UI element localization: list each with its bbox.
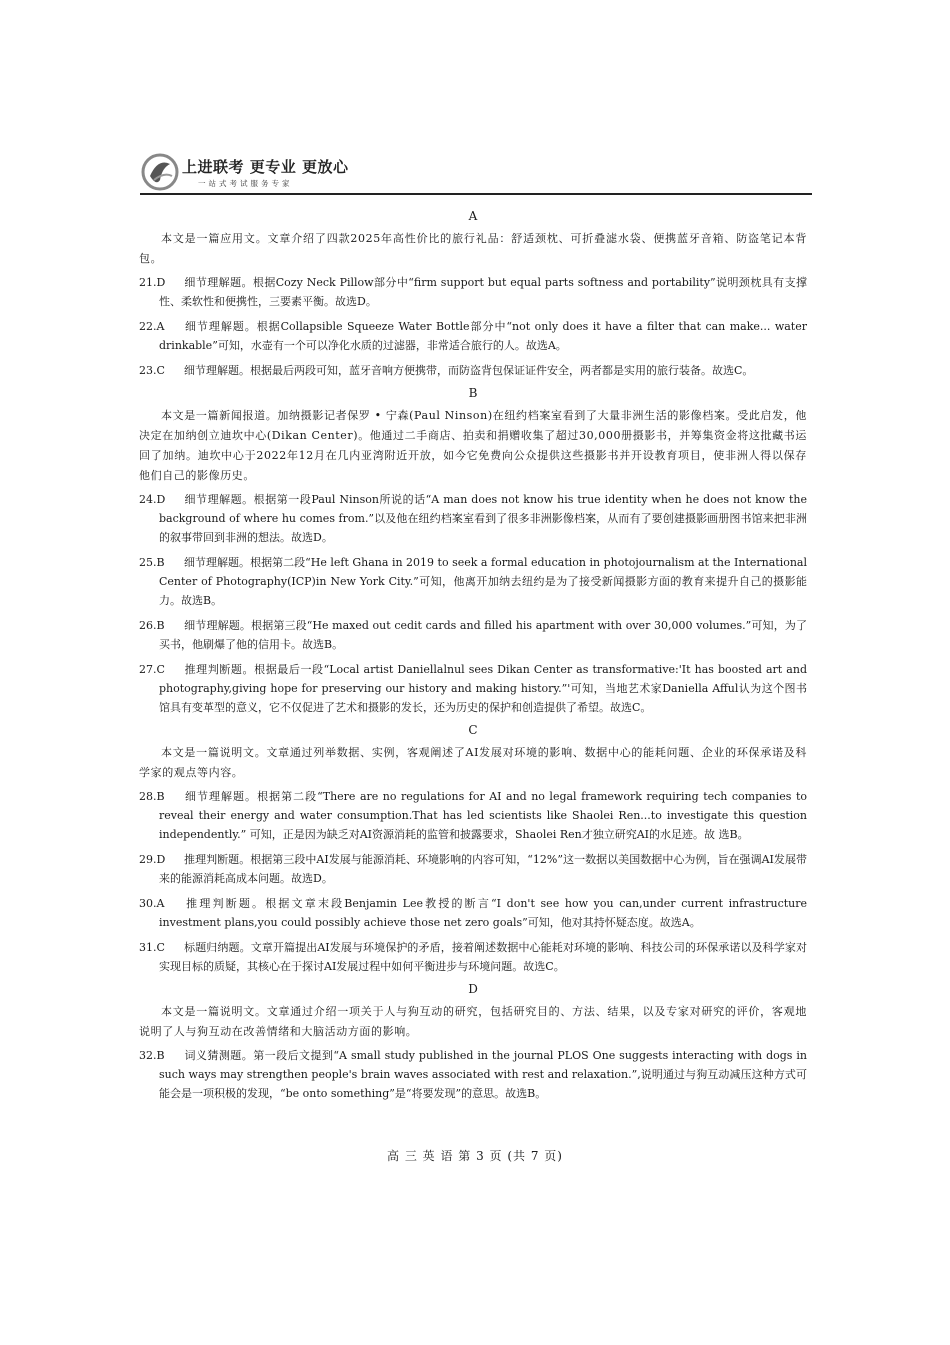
answer-item: [139, 787, 807, 844]
answer-number: 23.C: [139, 364, 165, 377]
logo-subtitle: 一站式考试服务专家: [198, 179, 293, 188]
section-label: C: [468, 723, 478, 737]
answer-item: [139, 660, 807, 717]
answer-text: 细节理解题。根据Cozy Neck Pillow部分中“firm support but equal parts softness and portability”说明颈枕具有支撑性、柔软性和便携性，三要素平衡。故选D。: [159, 276, 807, 308]
section-summary: 本文是一篇应用文。文章介绍了四款2025年高性价比的旅行礼品：舒适颈枕、可折叠滤水袋、便携蓝牙音箱、防盗笔记本背包。: [139, 232, 807, 265]
answer-text: 推理判断题。根据第三段中AI发展与能源消耗、环境影响的内容可知，“12%”这一数据以美国数据中心为例，旨在强调AI发展带来的能源消耗高成本问题。故选D。: [159, 853, 807, 885]
answer-number: 29.D: [139, 853, 166, 866]
section-label: D: [468, 982, 478, 996]
answer-item: [139, 361, 807, 380]
header: [140, 150, 812, 196]
answer-number: 27.C: [139, 663, 165, 676]
answer-text: 词义猜测题。第一段后文提到“A small study published in the journal PLOS One suggests interacting with dogs in such ways may strengthen people's brain waves associated with rest and relaxation.”,说明通过与狗互动减压这种方式可能会是一项积极的发现，“be onto something”是“将要发现”的意思。故选B。: [159, 1049, 807, 1100]
answer-number: 25.B: [139, 556, 165, 569]
answer-number: 31.C: [139, 941, 165, 954]
answer-text: 推理判断题。根据文章末段Benjamin Lee教授的断言“I don't see how you can,under current infrastructure investment plans,you could possibly achieve those net zero goals”可知，他对其持怀疑态度。故选A。: [159, 897, 807, 929]
section-summary: 本文是一篇说明文。文章通过介绍一项关于人与狗互动的研究，包括研究目的、方法、结果，以及专家对研究的评价，客观地说明了人与狗互动在改善情绪和大脑活动方面的影响。: [139, 1005, 807, 1038]
answer-content: [139, 207, 807, 1109]
answer-item: [139, 553, 807, 610]
answer-number: 32.B: [139, 1049, 165, 1062]
header-rule: [140, 193, 812, 195]
answer-text: 细节理解题。根据最后两段可知，蓝牙音响方便携带，而防盗背包保证证件安全，两者都是实用的旅行装备。故选C。: [184, 364, 754, 377]
answer-item: [139, 273, 807, 311]
answer-item: [139, 850, 807, 888]
answer-item: [139, 616, 807, 654]
answer-text: 标题归纳题。文章开篇提出AI发展与环境保护的矛盾，接着阐述数据中心能耗对环境的影响、科技公司的环保承诺以及科学家对实现目标的质疑，其核心在于探讨AI发展过程中如何平衡进步与环境问题。故选C。: [159, 941, 807, 973]
answer-item: [139, 938, 807, 976]
answer-text: 推理判断题。根据最后一段“Local artist Daniellalnul sees Dikan Center as transformative:'It has boosted art and photography,giving hope for preserving our history and making history.”'可知，当地艺术家Daniella Afful认为这个图书馆具有变革型的意义，它不仅促进了艺术和摄影的发长，还为历史的保护和创造提供了希望。故选C。: [159, 663, 807, 714]
answer-text: 细节理解题。根据Collapsible Squeeze Water Bottle部分中“not only does it have a filter that can make... water drinkable”可知，水壶有一个可以净化水质的过滤器，非常适合旅行的人。故选A。: [159, 320, 807, 352]
answer-text: 细节理解题。根据第二段“He left Ghana in 2019 to seek a formal education in photojournalism at the International Center of Photography(ICP)in New York City.”可知，他离开加纳去纽约是为了接受新闻摄影方面的教育来提升自己的摄影能力。故选B。: [159, 556, 807, 607]
answer-text: 细节理解题。根据第三段“He maxed out cedit cards and filled his apartment with over 30,000 volumes.”可知，为了买书，他刷爆了他的信用卡。故选B。: [159, 619, 807, 651]
answer-text: 细节理解题。根据第二段“There are no regulations for AI and no legal framework requiring tech companies to reveal their energy and water consumption.That has led scientists like Shaolei Ren...to investigate this question independently.” 可知，正是因为缺乏对AI资源消耗的监管和披露要求，Shaolei Ren才独立研究AI的水足迹。故 选B。: [159, 790, 807, 841]
answer-text: 细节理解题。根据第一段Paul Ninson所说的话“A man does not know his true identity when he does not know the background of where hu comes from.”以及他在纽约档案室看到了很多非洲影像档案，从而有了要创建摄影画册图书馆来把非洲的叙事带回到非洲的想法。故选D。: [159, 493, 807, 544]
answer-number: 30.A: [139, 897, 165, 910]
answer-item: [139, 894, 807, 932]
answer-number: 21.D: [139, 276, 166, 289]
answer-item: [139, 317, 807, 355]
answer-number: 28.B: [139, 790, 165, 803]
section-label: B: [468, 386, 478, 400]
logo-icon: [140, 150, 180, 192]
page-footer: 高 三 英 语 第 3 页 (共 7 页): [387, 1149, 563, 1163]
section-label: A: [468, 209, 478, 223]
section-summary: 本文是一篇新闻报道。加纳摄影记者保罗 • 宁森(Paul Ninson)在纽约档案室看到了大量非洲生活的影像档案。受此启发，他决定在加纳创立迪坎中心(Dikan Center)。他通过二手商店、拍卖和捐赠收集了超过30,000册摄影书，并筹集资金将这批藏书运回了加纳。迪坎中心于2022年12月在几内亚湾附近开放，如今它免费向公众提供这些摄影书并开设教育项目，使非洲人得以保存他们自己的影像历史。: [139, 409, 807, 482]
answer-number: 22.A: [139, 320, 165, 333]
answer-item: [139, 1046, 807, 1103]
answer-number: 24.D: [139, 493, 166, 506]
section-summary: 本文是一篇说明文。文章通过列举数据、实例，客观阐述了AI发展对环境的影响、数据中心的能耗问题、企业的环保承诺及科学家的观点等内容。: [139, 746, 807, 779]
logo-text: 上进联考 更专业 更放心: [182, 158, 349, 176]
answer-item: [139, 490, 807, 547]
answer-number: 26.B: [139, 619, 165, 632]
